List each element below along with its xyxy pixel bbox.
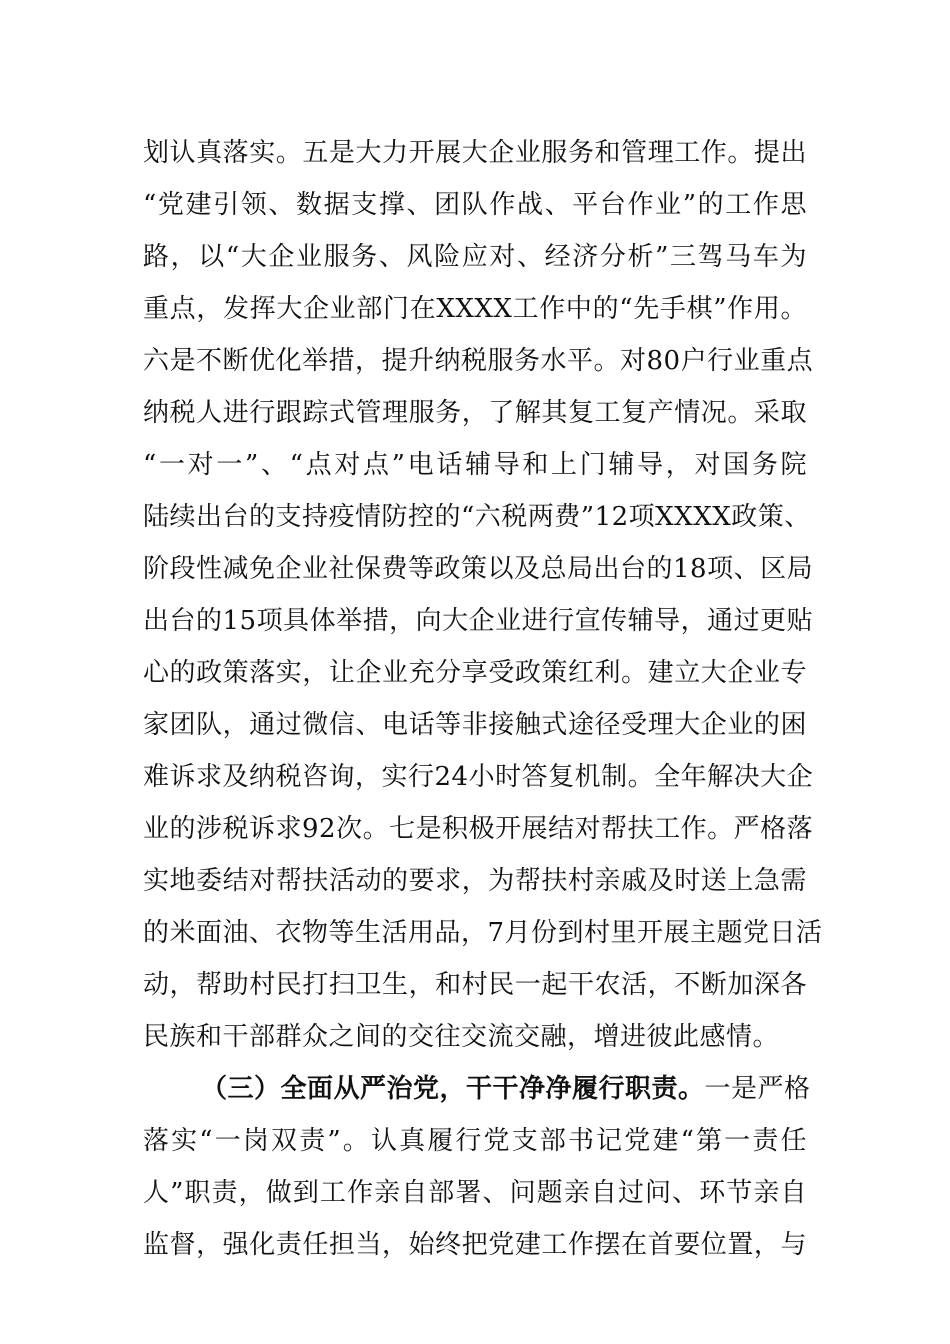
text-line: 心的政策落实，让企业充分享受政策红利。建立大企业专 bbox=[143, 658, 807, 688]
text-line: 实地委结对帮扶活动的要求，为帮扶村亲戚及时送上急需 bbox=[143, 866, 807, 896]
text-run: 一是严格 bbox=[704, 1074, 811, 1104]
text-line: “党建引领、数据支撑、团队作战、平台作业”的工作思 bbox=[143, 190, 807, 220]
text-line: 陆续出台的支持疫情防控的“六税两费”12项XXXX政策、 bbox=[143, 502, 811, 532]
text-line: 监督，强化责任担当，始终把党建工作摆在首要位置，与 bbox=[143, 1230, 807, 1260]
text-line: 划认真落实。五是大力开展大企业服务和管理工作。提出 bbox=[143, 138, 807, 168]
text-line: 路，以“大企业服务、风险应对、经济分析”三驾马车为 bbox=[143, 242, 807, 272]
text-line: 六是不断优化举措，提升纳税服务水平。对80户行业重点 bbox=[143, 346, 814, 376]
text-line: 出台的15项具体举措，向大企业进行宣传辅导，通过更贴 bbox=[143, 606, 814, 636]
text-line: 民族和干部群众之间的交往交流交融，增进彼此感情。 bbox=[143, 1022, 780, 1052]
text-line: 动，帮助村民打扫卫生，和村民一起干农活，不断加深各 bbox=[143, 970, 807, 1000]
section-heading-line bbox=[143, 1063, 811, 1115]
text-line: 纳税人进行跟踪式管理服务，了解其复工复产情况。采取 bbox=[143, 398, 807, 428]
section-heading: （三）全面从严治党，干干净净履行职责。 bbox=[201, 1074, 705, 1104]
paragraph-party-discipline bbox=[143, 1063, 811, 1271]
text-line: 业的涉税诉求92次。七是积极开展结对帮扶工作。严格落 bbox=[143, 814, 814, 844]
text-line: 难诉求及纳税咨询，实行24小时答复机制。全年解决大企 bbox=[143, 762, 814, 792]
text-line: 阶段性减免企业社保费等政策以及总局出台的18项、区局 bbox=[143, 554, 814, 584]
document-page bbox=[143, 127, 823, 1271]
text-line: 落实“一岗双责”。认真履行党支部书记党建“第一责任 bbox=[143, 1126, 807, 1156]
text-line: “一对一”、“点对点”电话辅导和上门辅导，对国务院 bbox=[143, 450, 807, 480]
paragraph-work-measures bbox=[143, 127, 823, 1063]
text-line: 重点，发挥大企业部门在XXXX工作中的“先手棋”作用。 bbox=[143, 294, 807, 324]
text-line: 的米面油、衣物等生活用品，7月份到村里开展主题党日活 bbox=[143, 918, 823, 948]
text-line: 人”职责，做到工作亲自部署、问题亲自过问、环节亲自 bbox=[143, 1178, 807, 1208]
text-line: 家团队，通过微信、电话等非接触式途径受理大企业的困 bbox=[143, 710, 807, 740]
